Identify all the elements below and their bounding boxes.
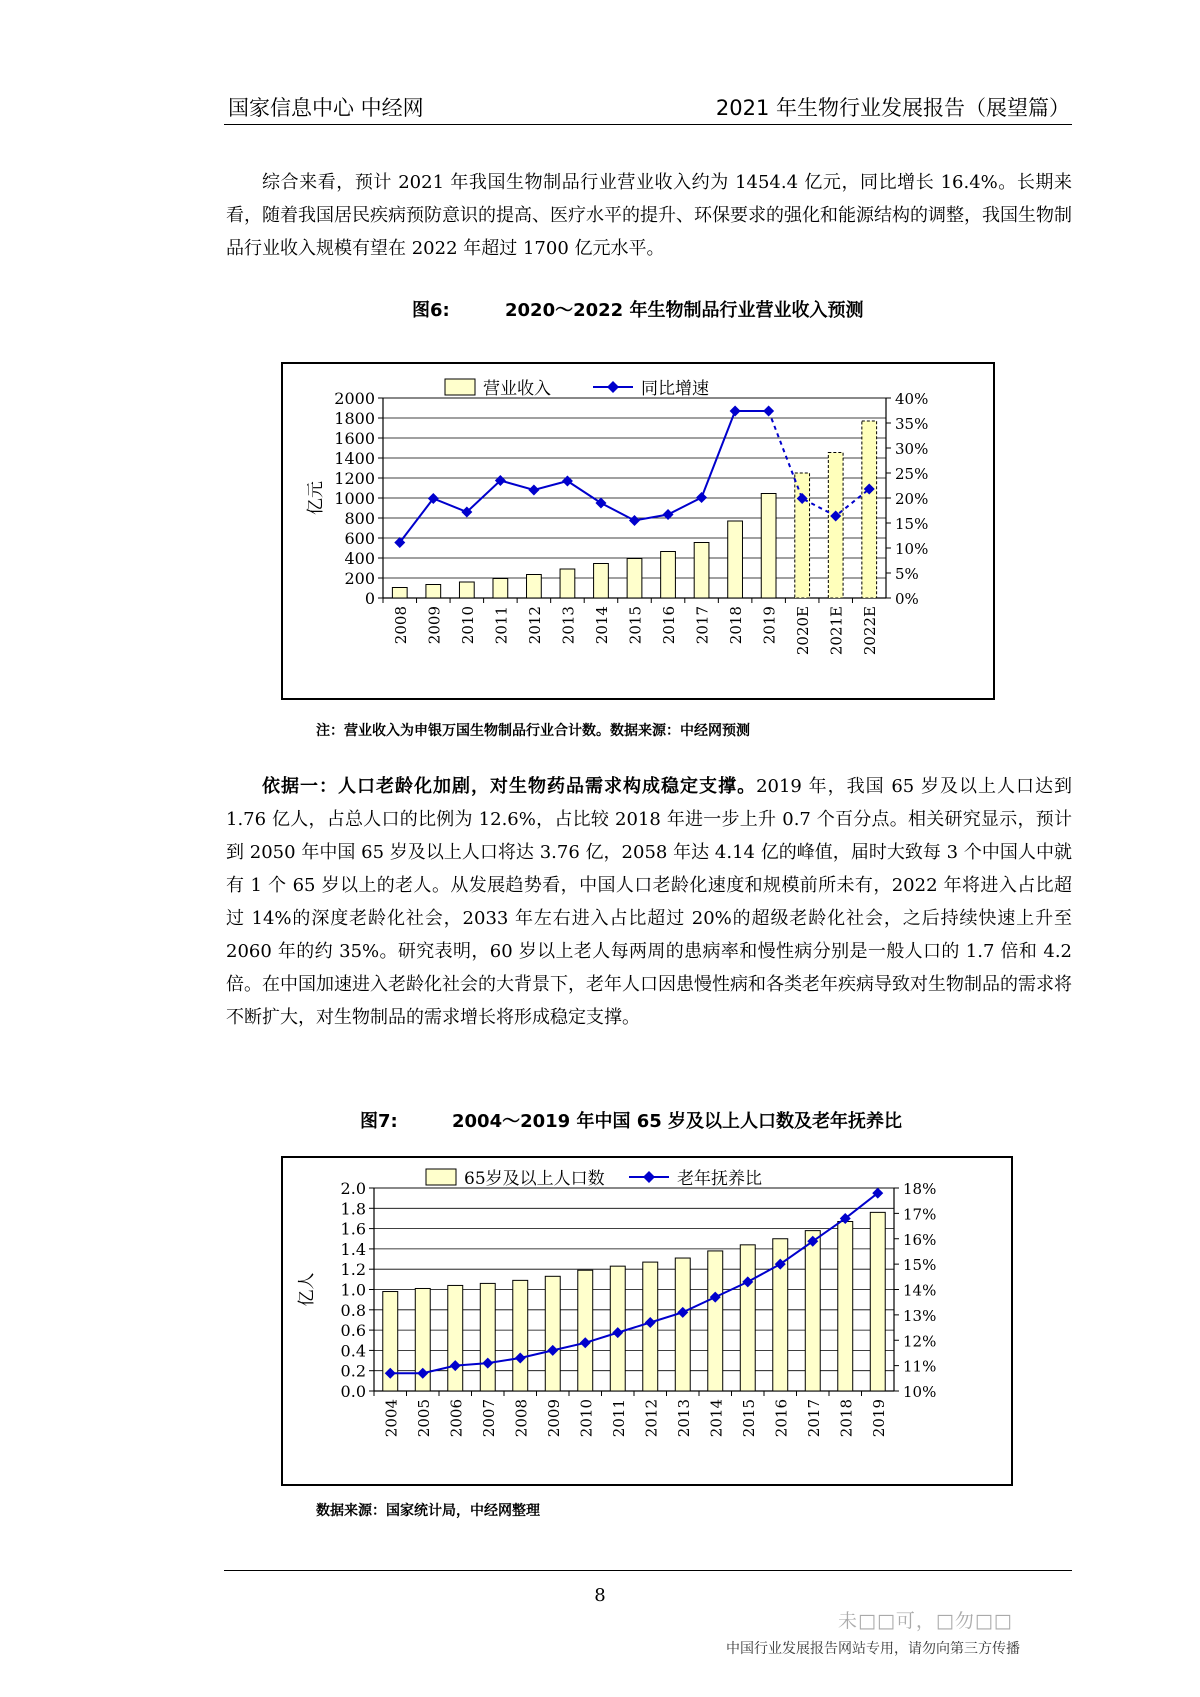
fig7-chart	[281, 1156, 1013, 1486]
fig6-xtick-label: 2015	[626, 606, 645, 645]
fig6-bar	[862, 421, 877, 598]
paragraph-1: 综合来看，预计 2021 年我国生物制品行业营业收入约为 1454.4 亿元，同比增长 16.4%。长期来看，随着我国居民疾病预防意识的提高、医疗水平的提升、环保要求的强化和能源结构的调整，我国生物制品行业收入规模有望在 2022 年超过 1700 亿元水平。	[226, 172, 1072, 259]
fig6-y2tick-label: 30%	[895, 440, 929, 458]
fig6-bar	[761, 494, 776, 599]
fig6-bar	[828, 453, 843, 598]
fig6-label: 图6:	[412, 300, 450, 321]
fig7-legend-bar-label: 65岁及以上人口数	[464, 1169, 605, 1189]
fig7-line-series	[390, 1193, 878, 1373]
fig6-xtick-label: 2010	[458, 606, 477, 645]
fig7-xtick-label: 2014	[707, 1399, 726, 1438]
fig6-y2tick-label: 35%	[895, 415, 929, 433]
fig6-y2tick-label: 15%	[895, 515, 929, 533]
fig6-line-point	[528, 485, 539, 496]
fig6-xtick-label: 2012	[525, 606, 544, 645]
fig6-y2tick-label: 40%	[895, 390, 929, 408]
fig7-title: 2004～2019 年中国 65 岁及以上人口数及老年抚养比	[452, 1111, 903, 1132]
fig6-line-series	[400, 411, 769, 543]
fig7-bar	[675, 1258, 690, 1391]
fig7-bar	[545, 1276, 560, 1391]
fig7-ytick-label: 1.6	[340, 1219, 366, 1239]
fig6-bar	[392, 588, 407, 599]
fig6-bar	[728, 521, 743, 598]
fig7-xtick-label: 2016	[772, 1399, 791, 1438]
fig7-ytick-label: 1.8	[340, 1199, 366, 1219]
fig7-bar	[838, 1221, 853, 1391]
fig7-ytick-label: 1.2	[340, 1260, 366, 1280]
fig6-y2tick-label: 25%	[895, 465, 929, 483]
fig7-bar	[513, 1280, 528, 1391]
fig7-legend-bar-swatch	[426, 1169, 456, 1185]
fig7-label: 图7:	[360, 1111, 398, 1132]
fig6-legend-line-marker	[607, 381, 619, 393]
fig7-ytick-label: 1.4	[340, 1239, 366, 1259]
fig7-bar	[480, 1283, 495, 1391]
fig6-ytick-label: 1600	[334, 429, 375, 448]
fig6-ytick-label: 1200	[334, 469, 375, 488]
fig6-xtick-label: 2011	[492, 606, 511, 645]
fig6-ytick-label: 1800	[334, 409, 375, 428]
fig6-line-point	[629, 515, 640, 526]
fig7-xtick-label: 2013	[674, 1399, 693, 1438]
paragraph-2	[226, 770, 1072, 1034]
fig6-note: 注：营业收入为申银万国生物制品行业合计数。数据来源：中经网预测	[316, 723, 750, 739]
fig7-xtick-label: 2017	[804, 1399, 823, 1438]
fig6-line-point	[730, 406, 741, 417]
fig6-xtick-label: 2017	[693, 606, 712, 645]
fig6-bar	[459, 582, 474, 598]
fig7-bar	[740, 1245, 755, 1391]
fig6-xtick-label: 2008	[391, 606, 410, 645]
fig7-xtick-label: 2011	[609, 1399, 628, 1438]
fig6-xtick-label: 2020E	[794, 606, 813, 656]
fig6-ytick-label: 2000	[334, 389, 375, 408]
fig6-xtick-label: 2014	[592, 606, 611, 645]
fig7-y2tick-label: 14%	[903, 1281, 937, 1300]
fig7-y2tick-label: 10%	[903, 1383, 937, 1401]
fig6-chart	[281, 362, 995, 700]
fig7-ytick-label: 0.4	[340, 1341, 366, 1361]
fig6-xtick-label: 2021E	[827, 606, 846, 656]
paragraph-2-body: 2019 年，我国 65 岁及以上人口达到 1.76 亿人，占总人口的比例为 12.6%，占比较 2018 年进一步上升 0.7 个百分点。相关研究显示，预计到 2050 年中国 65 岁及以上人口将达 3.76 亿，2058 年达 4.14 亿的峰值，届时大致每 3 个中国人中就有 1 个 65 岁以上的老人。从发展趋势看，中国人口老龄化速度和规模前所未有，2022 年将进入占比超过 14%的深度老龄化社会，2033 年左右进入占比超过 20%的超级老龄化社会，之后持续快速上升至 2060 年的约 35%。研究表明，60 岁以上老人每两周的患病率和慢性病分别是一般人口的 1.7 倍和 4.2 倍。在中国加速进入老龄化社会的大背景下，老年人口因患慢性病和各类老年疾病导致对生物制品的需求将不断扩大，对生物制品的需求增长将形成稳定支撑。	[226, 776, 1072, 1028]
fig6-xtick-label: 2013	[559, 606, 578, 645]
fig6-title: 2020～2022 年生物制品行业营业收入预测	[505, 300, 864, 321]
page-number: 8	[594, 1585, 606, 1606]
fig7-y2tick-label: 17%	[903, 1205, 937, 1224]
fig6-bar	[795, 473, 810, 598]
footer-rule	[224, 1570, 1072, 1571]
fig7-xtick-label: 2012	[642, 1399, 661, 1438]
fig6-bar	[426, 585, 441, 599]
fig6-y2tick-label: 5%	[895, 565, 919, 583]
fig7-y2tick-label: 15%	[903, 1256, 937, 1275]
fig6-legend-bar-swatch	[445, 379, 475, 395]
fig7-ytick-label: 0.0	[340, 1382, 366, 1401]
fig7-ytick-label: 0.6	[340, 1321, 366, 1341]
watermark: 未□□可，□勿□□	[838, 1610, 1013, 1632]
fig6-bar	[493, 579, 508, 599]
fig6-ytick-label: 200	[344, 569, 375, 588]
paragraph-2-lead: 依据一：人口老龄化加剧，对生物药品需求构成稳定支撑。	[262, 776, 757, 797]
fig7-ytick-label: 0.2	[340, 1361, 366, 1381]
fig7-y2tick-label: 13%	[903, 1306, 937, 1325]
fig6-xtick-label: 2016	[660, 606, 679, 645]
fig6-line-point	[763, 406, 774, 417]
fig6-ytick-label: 1400	[334, 449, 375, 468]
fig7-xtick-label: 2018	[837, 1399, 856, 1438]
fig7-y2tick-label: 16%	[903, 1230, 937, 1249]
fig6-y2tick-label: 0%	[895, 590, 919, 608]
fig6-ytick-label: 1000	[334, 489, 375, 508]
fig6-ytick-label: 400	[344, 549, 375, 568]
fig7-xtick-label: 2008	[512, 1399, 531, 1438]
fig7-xtick-label: 2010	[577, 1399, 596, 1438]
fig7-ytick-label: 0.8	[340, 1300, 366, 1320]
fig6-legend-line-label: 同比增速	[641, 379, 709, 399]
fig6-xtick-label: 2022E	[861, 606, 880, 656]
fig7-ylabel: 亿人	[297, 1272, 317, 1307]
fig7-ytick-label: 2.0	[340, 1179, 366, 1198]
fig6-line-point	[562, 476, 573, 487]
fig6-bar	[594, 564, 609, 599]
fig6-xtick-label: 2009	[425, 606, 444, 645]
fig6-bar	[527, 575, 542, 599]
fig7-chart-svg	[283, 1158, 1011, 1484]
header-rule	[224, 124, 1072, 125]
fig7-y2tick-label: 11%	[903, 1357, 937, 1376]
fig7-bar	[870, 1212, 885, 1391]
fig7-xtick-label: 2009	[544, 1399, 563, 1438]
fig7-y2tick-label: 18%	[903, 1180, 937, 1198]
fig6-bar	[694, 543, 709, 599]
fig6-chart-svg	[283, 364, 993, 698]
fig6-ylabel: 亿元	[306, 481, 326, 515]
fig7-ytick-label: 1.0	[340, 1280, 366, 1300]
fig6-line-forecast	[769, 411, 870, 516]
fig7-legend-line-marker	[643, 1171, 655, 1183]
fig6-line-point	[696, 492, 707, 503]
fig7-xtick-label: 2006	[447, 1399, 466, 1438]
fig6-bar	[627, 559, 642, 599]
fig7-legend-line-label: 老年抚养比	[677, 1169, 762, 1189]
fig7-xtick-label: 2005	[414, 1399, 433, 1438]
fig6-bar	[661, 552, 676, 599]
fig6-xtick-label: 2019	[760, 606, 779, 645]
distribution-notice: 中国行业发展报告网站专用，请勿向第三方传播	[726, 1641, 1020, 1657]
fig6-y2tick-label: 20%	[895, 490, 929, 508]
fig7-note: 数据来源：国家统计局，中经网整理	[316, 1503, 540, 1519]
fig6-bar	[560, 569, 575, 598]
fig6-ytick-label: 600	[344, 529, 375, 548]
fig7-xtick-label: 2015	[739, 1399, 758, 1438]
fig6-ytick-label: 0	[364, 589, 375, 608]
fig7-xtick-label: 2004	[382, 1399, 401, 1438]
fig6-line-point	[595, 498, 606, 509]
fig7-xtick-label: 2007	[479, 1399, 498, 1438]
fig7-bar	[578, 1270, 593, 1391]
fig7-xtick-label: 2019	[869, 1399, 888, 1438]
fig6-y2tick-label: 10%	[895, 540, 929, 558]
fig7-bar	[708, 1251, 723, 1391]
header-right: 2021 年生物行业发展报告（展望篇）	[715, 96, 1070, 120]
fig6-xtick-label: 2018	[727, 606, 746, 645]
fig6-ytick-label: 800	[344, 509, 375, 528]
fig7-bar	[805, 1231, 820, 1391]
fig7-bar	[448, 1285, 463, 1391]
header-left: 国家信息中心 中经网	[228, 96, 424, 120]
fig7-y2tick-label: 12%	[903, 1332, 937, 1351]
fig6-legend-bar-label: 营业收入	[483, 379, 551, 399]
